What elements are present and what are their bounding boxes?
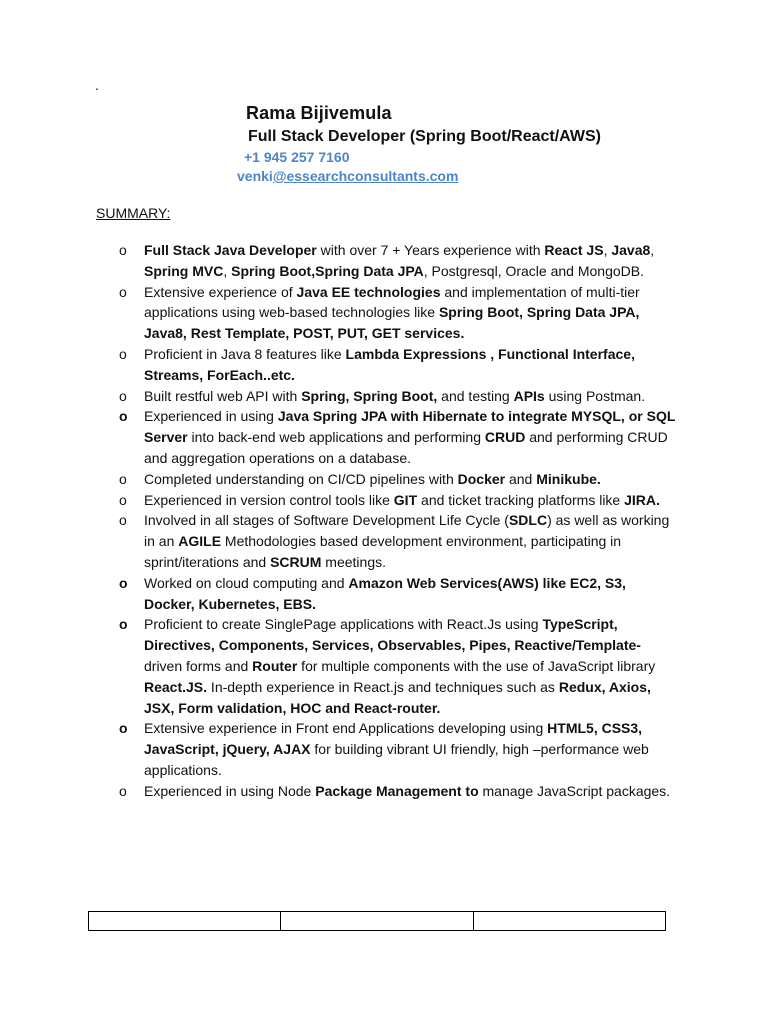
summary-item-text: using Postman. bbox=[544, 387, 646, 404]
leading-dot: . bbox=[95, 77, 99, 93]
summary-item bbox=[0, 781, 768, 802]
footer-table-row bbox=[89, 912, 666, 931]
summary-item-bold-text: AGILE bbox=[178, 533, 222, 550]
footer-table bbox=[88, 911, 666, 931]
summary-item-bold-text: Spring Boot, Spring Data JPA, Java8, Rest Template, POST, PUT, GET services. bbox=[144, 304, 640, 342]
bullet-marker: o bbox=[119, 242, 127, 258]
summary-item bbox=[0, 240, 768, 282]
summary-item-text: Experienced in version control tools like bbox=[144, 491, 394, 508]
summary-item-text: driven forms and bbox=[144, 657, 253, 674]
summary-item-text: for multiple components with the use of JavaScript library bbox=[297, 657, 656, 674]
summary-item-text: with over 7 + Years experience with bbox=[316, 242, 545, 258]
summary-item bbox=[0, 510, 768, 572]
summary-item-text: , Postgresql, Oracle and MongoDB. bbox=[423, 262, 644, 279]
email-address bbox=[237, 166, 458, 186]
summary-item-text: Completed understanding on CI/CD pipelines with bbox=[144, 470, 458, 487]
email-user: venki bbox=[237, 168, 273, 184]
summary-list bbox=[0, 240, 768, 802]
summary-item-bold-text: APIs bbox=[513, 387, 545, 404]
summary-item-bold-text: HTML5, CSS3, JavaScript, jQuery, AJAX bbox=[144, 720, 643, 758]
summary-item bbox=[0, 718, 768, 780]
summary-item-text: Extensive experience in Front end Applications developing using bbox=[144, 720, 548, 737]
summary-item-text: , bbox=[650, 242, 655, 258]
bullet-marker: o bbox=[119, 470, 127, 487]
summary-item-bold-text: Docker bbox=[457, 470, 506, 487]
bullet-marker: o bbox=[119, 720, 128, 737]
summary-item-text: manage JavaScript packages. bbox=[478, 782, 671, 799]
summary-item bbox=[0, 490, 768, 511]
candidate-name: Rama Bijivemula bbox=[246, 103, 392, 123]
summary-item bbox=[0, 386, 768, 407]
summary-item-bold-text: Java EE technologies bbox=[296, 283, 441, 300]
summary-item-bold-text: JIRA. bbox=[624, 491, 660, 508]
summary-item-bold-text: Full Stack Java Developer bbox=[144, 242, 317, 258]
summary-item-bold-text: React.JS. bbox=[144, 678, 208, 695]
summary-item-text: , bbox=[223, 262, 232, 279]
summary-item-bold-text: React JS bbox=[544, 242, 604, 258]
summary-item-text: In-depth experience in React.js and techniques such as bbox=[207, 678, 559, 695]
bullet-marker: o bbox=[119, 408, 128, 425]
summary-item-text: and ticket tracking platforms like bbox=[417, 491, 625, 508]
footer-table-cell bbox=[281, 912, 473, 931]
summary-item-text: Methodologies based development environment, participating in sprint/iterations and bbox=[144, 533, 622, 570]
summary-item-text: Built restful web API with bbox=[144, 387, 302, 404]
bullet-marker: o bbox=[119, 491, 127, 508]
summary-item-bold-text: Spring MVC bbox=[144, 262, 224, 279]
summary-item-bold-text: Spring Boot,Spring Data JPA bbox=[231, 262, 424, 279]
bullet-marker: o bbox=[119, 283, 127, 300]
bullet-marker: o bbox=[119, 387, 127, 404]
summary-item-text: Experienced in using bbox=[144, 408, 278, 425]
summary-item-text: Experienced in using Node bbox=[144, 782, 316, 799]
summary-item-text: and testing bbox=[437, 387, 514, 404]
summary-item-bold-text: Minikube. bbox=[536, 470, 601, 487]
candidate-role: Full Stack Developer (Spring Boot/React/AWS) bbox=[248, 128, 601, 145]
summary-item-text: ) as well as working in an bbox=[144, 512, 670, 550]
summary-item bbox=[0, 344, 768, 386]
summary-item bbox=[0, 406, 768, 468]
footer-table-cell bbox=[89, 912, 281, 931]
summary-item-bold-text: GIT bbox=[393, 491, 418, 508]
summary-item-text: Extensive experience of bbox=[144, 283, 297, 300]
summary-item-text: Involved in all stages of Software Development Life Cycle ( bbox=[144, 512, 509, 529]
summary-item-bold-text: SCRUM bbox=[270, 553, 322, 570]
summary-item-text: for building vibrant UI friendly, high –performance web applications. bbox=[144, 741, 649, 778]
summary-item-text: , bbox=[603, 242, 612, 258]
summary-item bbox=[0, 614, 768, 718]
bullet-marker: o bbox=[119, 345, 127, 362]
summary-item-text: meetings. bbox=[321, 553, 387, 570]
bullet-marker: o bbox=[119, 782, 127, 799]
summary-item-text: Proficient in Java 8 features like bbox=[144, 345, 346, 362]
summary-item-text: Proficient to create SinglePage applications with React.Js using bbox=[144, 616, 543, 633]
summary-heading: SUMMARY: bbox=[96, 205, 171, 221]
summary-item-bold-text: Spring, Spring Boot, bbox=[301, 387, 438, 404]
summary-item-text: and implementation of multi-tier applications using web-based technologies like bbox=[144, 283, 640, 321]
summary-item-bold-text: Amazon Web Services(AWS) like EC2, S3, Docker, Kubernetes, EBS. bbox=[144, 574, 626, 612]
summary-item-bold-text: Package Management to bbox=[315, 782, 479, 799]
summary-item-bold-text: CRUD bbox=[484, 429, 526, 446]
summary-item-bold-text: Java8 bbox=[611, 242, 651, 258]
summary-item bbox=[0, 282, 768, 344]
bullet-marker: o bbox=[119, 616, 128, 633]
summary-item-bold-text: Java Spring JPA with Hibernate to integrate MYSQL, or SQL Server bbox=[144, 408, 676, 446]
summary-item-bold-text: SDLC bbox=[508, 512, 548, 529]
summary-item-text: Worked on cloud computing and bbox=[144, 574, 349, 591]
footer-table-cell bbox=[473, 912, 665, 931]
summary-item-text: into back-end web applications and performing bbox=[187, 429, 485, 446]
bullet-marker: o bbox=[119, 574, 128, 591]
summary-item-text: and bbox=[505, 470, 537, 487]
summary-item-bold-text: TypeScript, Directives, Components, Services, Observables, Pipes, Reactive/Template- bbox=[144, 616, 641, 654]
summary-item bbox=[0, 469, 768, 490]
summary-item bbox=[0, 573, 768, 615]
summary-item-text: and performing CRUD and aggregation operations on a database. bbox=[144, 429, 668, 466]
email-link[interactable]: @essearchconsultants.com bbox=[272, 168, 459, 184]
bullet-marker: o bbox=[119, 512, 127, 529]
phone-number: +1 945 257 7160 bbox=[244, 149, 350, 165]
summary-item-bold-text: Lambda Expressions , Functional Interface, Streams, ForEach..etc. bbox=[144, 345, 635, 383]
summary-item-bold-text: Redux, Axios, JSX, Form validation, HOC and React-router. bbox=[144, 678, 651, 716]
resume-header bbox=[0, 0, 768, 200]
summary-item-bold-text: Router bbox=[252, 657, 298, 674]
